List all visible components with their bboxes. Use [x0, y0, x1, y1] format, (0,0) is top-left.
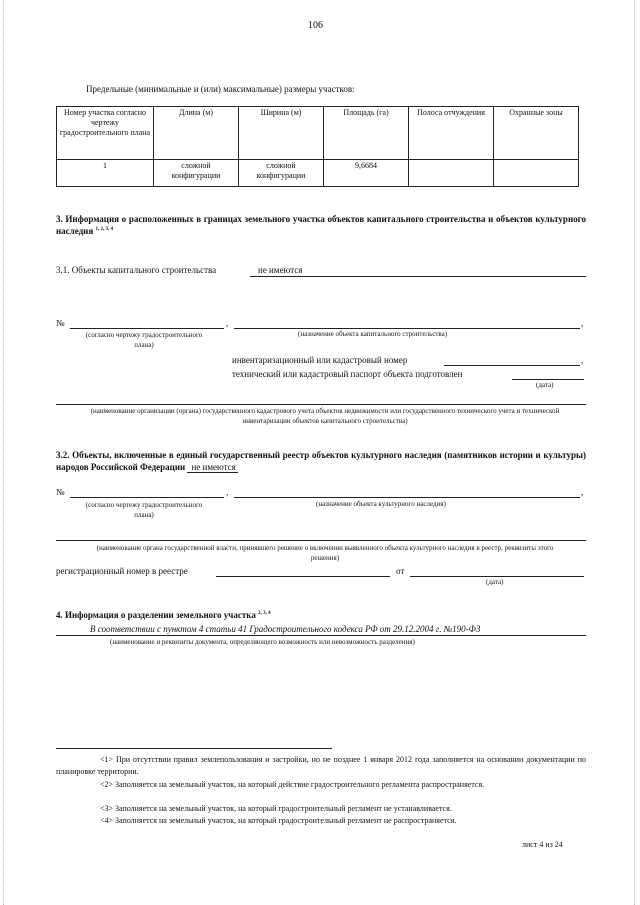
- section31-plan-line: [70, 328, 224, 329]
- section32-comma-1: ,: [226, 487, 229, 497]
- section31-org-caption: (наименование организации (органа) государственного кадастрового учета объектов недвижимости или государственного технического учета и технической инвентаризации объектов капитального строительства): [90, 407, 560, 425]
- section32-reg-line: [216, 576, 390, 577]
- section31-purpose-line: [234, 328, 580, 329]
- section32-organ-line: [56, 540, 586, 541]
- section32-from-label: от: [396, 566, 405, 576]
- section31-value: не имеются: [258, 265, 303, 275]
- section32-caption-plan: (согласно чертежу градостроительного плана): [85, 501, 203, 519]
- sizes-table: [56, 106, 579, 187]
- table-cell: 1: [57, 160, 154, 187]
- section31-number-sign: №: [56, 318, 65, 328]
- section3-heading: [56, 213, 586, 237]
- footnote-separator: [56, 748, 332, 749]
- table-row: [57, 160, 579, 187]
- section31-value-line: [250, 276, 586, 277]
- section4-heading-text: 4. Информация о разделении земельного участка: [56, 610, 256, 620]
- scan-edge-right: [634, 0, 636, 905]
- section32-reg-label: регистрационный номер в реестре: [56, 566, 188, 576]
- section32-date-caption: (дата): [486, 578, 504, 586]
- table-header-cell: Площадь (га): [324, 107, 409, 160]
- section32-number-sign: №: [56, 487, 65, 497]
- section4-heading: [56, 610, 271, 620]
- section4-caption: (наименование и реквизиты документа, определяющего возможность или невозможность разделения): [110, 638, 415, 646]
- section31-passport-label: технический или кадастровый паспорт объекта подготовлен: [232, 369, 463, 379]
- table-cell: [494, 160, 579, 187]
- section32-organ-caption: (наименование органа государственной власти, принявшего решение о включении выявленного объекта культурного наследия в реестр, реквизиты этого решения): [96, 544, 554, 562]
- page-number: 106: [308, 20, 323, 31]
- table-header-cell: Ширина (м): [239, 107, 324, 160]
- section32-date-line: [410, 576, 584, 577]
- section31-passport-line: [512, 379, 584, 380]
- table-header-row: [57, 107, 579, 160]
- section32-plan-line: [70, 497, 224, 498]
- table-cell: сложной конфигурации: [154, 160, 239, 187]
- footnote-1: <1> При отсутствии правил землепользования и застройки, но не позднее 1 января 2012 года заполняется на основании документации по планировке территории.: [56, 755, 586, 776]
- section32-purpose-line: [234, 497, 580, 498]
- section31-inventory-label: инвентаризационный или кадастровый номер: [232, 355, 408, 365]
- table-cell: сложной конфигурации: [239, 160, 324, 187]
- footnote-2: <2> Заполняется на земельный участок, на который действие градостроительного регламента распространяется.: [100, 780, 485, 789]
- footnote-3: <3> Заполняется на земельный участок, на который градостроительный регламент не устанавливается.: [100, 804, 452, 813]
- section31-org-line: [56, 404, 586, 405]
- sheet-label: лист 4 из 24: [522, 840, 563, 849]
- section31-caption-purpose: (назначение объекта капитального строительства): [298, 330, 448, 338]
- section32-value: не имеются: [187, 462, 237, 473]
- section3-heading-text: 3. Информация о расположенных в границах земельного участка объектов капитального строительства и объектов культурного наследия: [56, 214, 586, 236]
- section4-value: В соответствии с пунктом 4 статьи 41 Градостроительного кодекса РФ от 29.12.2004 г. №190-ФЗ: [90, 624, 481, 634]
- section31-label: 3.1. Объекты капитального строительства: [56, 265, 217, 275]
- section31-caption-plan: (согласно чертежу градостроительного плана): [85, 331, 203, 349]
- section32-comma-2: ,: [581, 487, 584, 497]
- footnote-4: <4> Заполняется на земельный участок, на который градостроительный регламент не распространяется.: [100, 816, 457, 825]
- table-cell: 9,6684: [324, 160, 409, 187]
- section32-label-text: 3.2. Объекты, включенные в единый государственный реестр объектов культурного наследия (памятников истории и культуры) народов Российской Федерации: [56, 450, 586, 472]
- sizes-intro: Предельные (минимальные и (или) максимальные) размеры участков:: [86, 84, 355, 94]
- section32-caption-purpose: (назначение объекта культурного наследия): [316, 500, 446, 508]
- table-cell: [409, 160, 494, 187]
- section31-comma-3: ,: [581, 355, 584, 365]
- scan-edge-left: [3, 0, 5, 905]
- section4-refs: 2, 3, 4: [258, 611, 271, 616]
- section31-comma-1: ,: [226, 318, 229, 328]
- section32-label: [56, 449, 586, 473]
- section31-comma-2: ,: [581, 318, 584, 328]
- table-header-cell: Номер участка согласно чертежу градостроительного плана: [57, 107, 154, 160]
- section31-inventory-line: [444, 365, 580, 366]
- table-header-cell: Полоса отчуждения: [409, 107, 494, 160]
- section4-line: [56, 635, 586, 636]
- table-header-cell: Охранные зоны: [494, 107, 579, 160]
- section3-refs: 1, 2, 3, 4: [95, 227, 113, 232]
- table-header-cell: Длина (м): [154, 107, 239, 160]
- section31-date-caption: (дата): [536, 381, 554, 389]
